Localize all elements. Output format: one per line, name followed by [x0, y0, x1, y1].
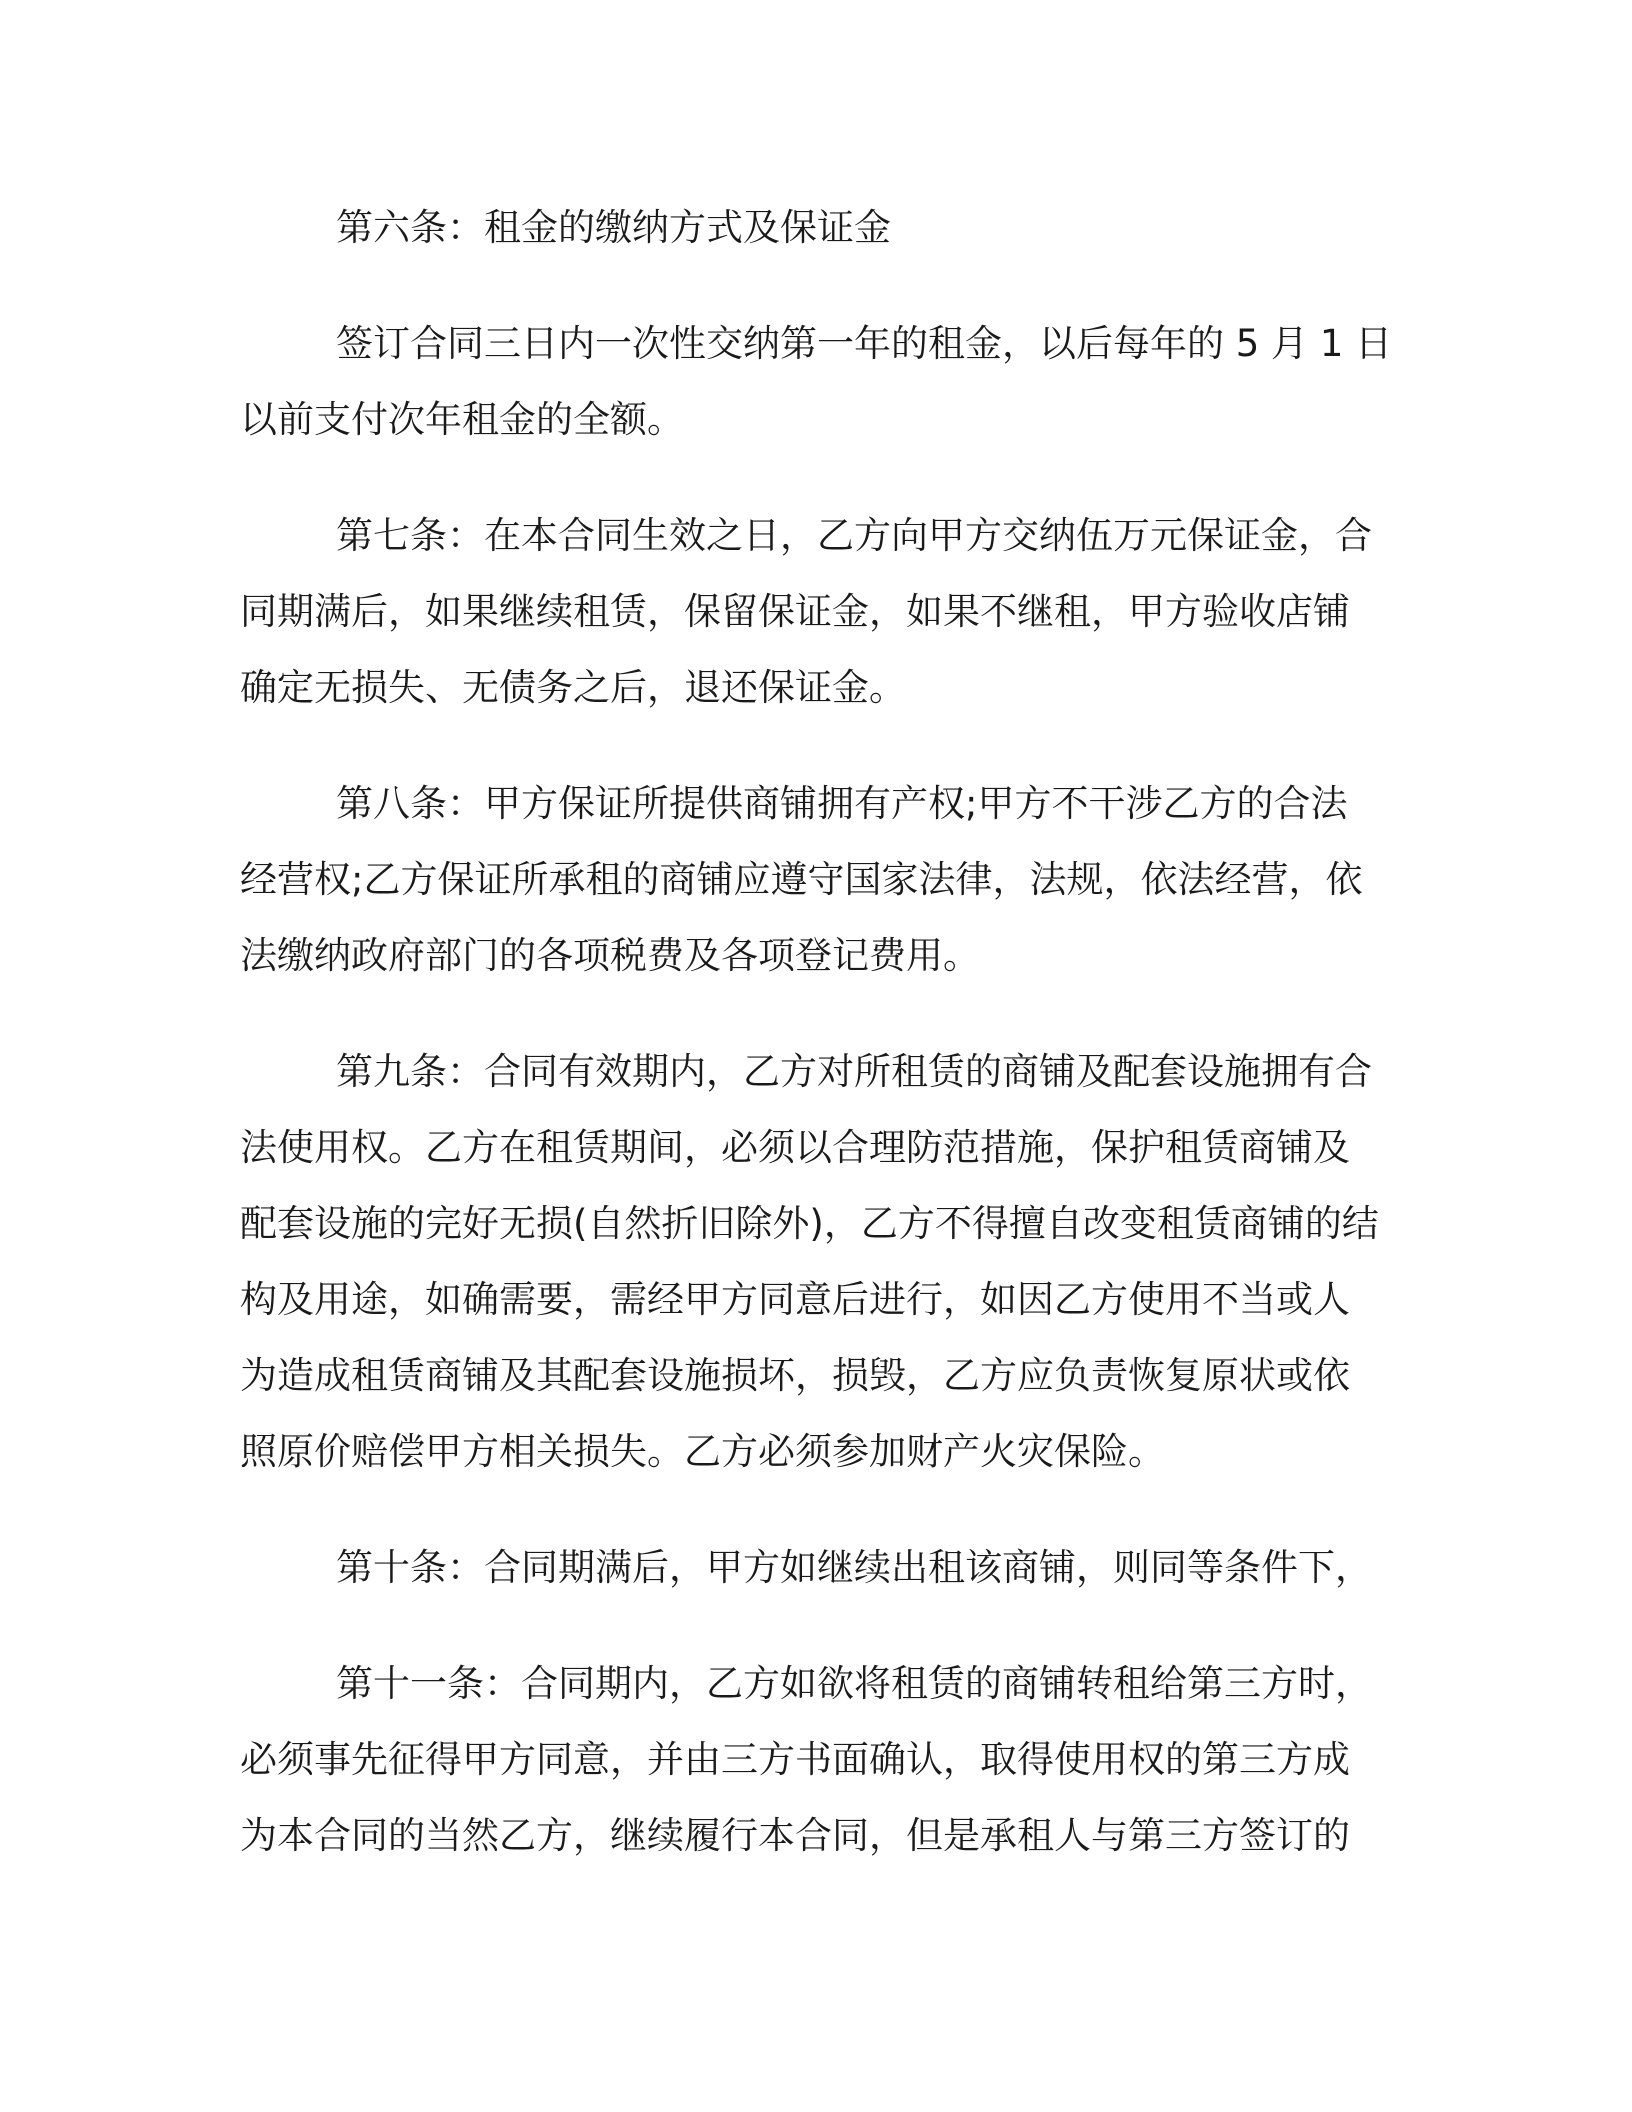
- text-line: 配套设施的完好无损(自然折旧除外)，乙方不得擅自改变租赁商铺的结: [240, 1202, 1379, 1245]
- article-8: [240, 766, 1390, 994]
- text-line: 第十条：合同期满后，甲方如继续出租该商铺，则同等条件下，: [336, 1546, 1372, 1589]
- text-line: 第八条：甲方保证所提供商铺拥有产权;甲方不干涉乙方的合法: [336, 782, 1348, 825]
- text-line: 第九条：合同有效期内，乙方对所租赁的商铺及配套设施拥有合: [336, 1050, 1372, 1093]
- article-9: [240, 1034, 1390, 1490]
- text-line: 构及用途，如确需要，需经甲方同意后进行，如因乙方使用不当或人: [240, 1278, 1350, 1321]
- text-line: 确定无损失、无债务之后，退还保证金。: [240, 666, 906, 709]
- text-line: 为造成租赁商铺及其配套设施损坏，损毁，乙方应负责恢复原状或依: [240, 1354, 1350, 1397]
- text-line: 法使用权。乙方在租赁期间，必须以合理防范措施，保护租赁商铺及: [240, 1126, 1350, 1169]
- text-line: 照原价赔偿甲方相关损失。乙方必须参加财产火灾保险。: [240, 1430, 1165, 1473]
- text-line: 经营权;乙方保证所承租的商铺应遵守国家法律，法规，依法经营，依: [240, 858, 1363, 901]
- text-line: 法缴纳政府部门的各项税费及各项登记费用。: [240, 934, 980, 977]
- article-6-heading: [240, 190, 1390, 266]
- text-line: 第十一条：合同期内，乙方如欲将租赁的商铺转租给第三方时，: [336, 1662, 1372, 1705]
- article-6-body: [240, 306, 1393, 458]
- text-line: 第七条：在本合同生效之日，乙方向甲方交纳伍万元保证金，合: [336, 514, 1372, 557]
- text-line: 以前支付次年租金的全额。: [240, 398, 684, 441]
- article-11: [240, 1646, 1390, 1874]
- text-line: 必须事先征得甲方同意，并由三方书面确认，取得使用权的第三方成: [240, 1738, 1350, 1781]
- article-7: [240, 498, 1390, 726]
- text-line: 同期满后，如果继续租赁，保留保证金，如果不继租，甲方验收店铺: [240, 590, 1350, 633]
- text-line: 为本合同的当然乙方，继续履行本合同，但是承租人与第三方签订的: [240, 1814, 1350, 1857]
- text-line: 签订合同三日内一次性交纳第一年的租金，以后每年的 5 月 1 日: [336, 322, 1393, 365]
- article-10: [240, 1530, 1390, 1606]
- text-line: 第六条：租金的缴纳方式及保证金: [336, 206, 891, 249]
- document-body: [240, 190, 1393, 1874]
